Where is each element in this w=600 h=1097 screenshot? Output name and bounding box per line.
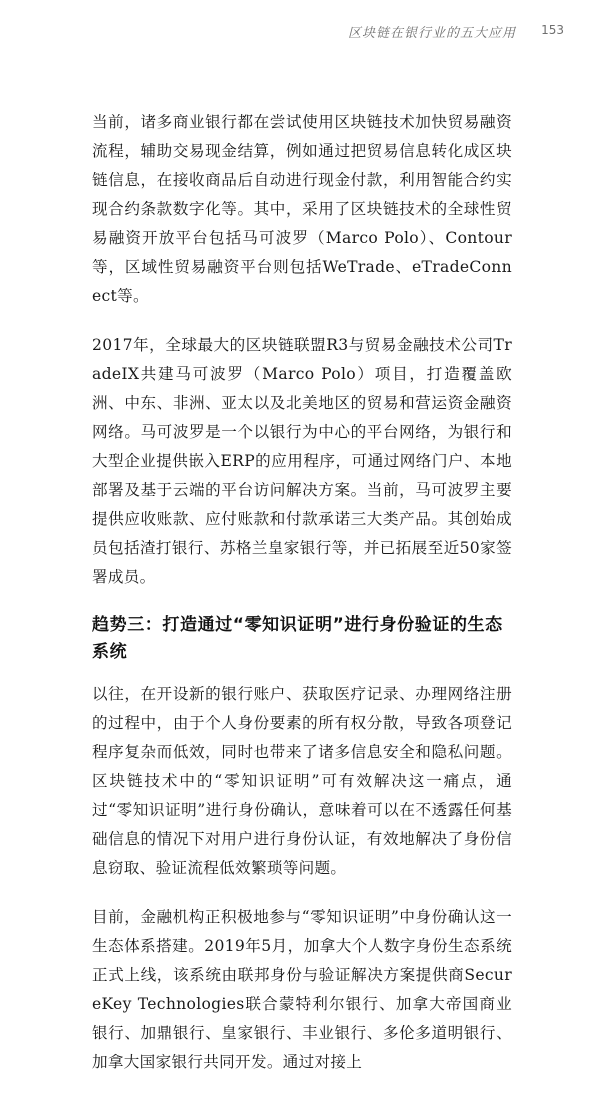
paragraph-zero-knowledge-proof: 以往，在开设新的银行账户、获取医疗记录、办理网络注册的过程中，由于个人身份要素的所有权分散，导致各项登记程序复杂而低效，同时也带来了诸多信息安全和隐私问题。区块链技术中的“零知识证明”可有效解决这一痛点，通过“零知识证明”进行身份确认，意味着可以在不透露任何基础信息的情况下对用户进行身份认证，有效地解决了身份信息窃取、验证流程低效繁琐等问题。 [92, 685, 512, 877]
paragraph-identity-ecosystem: 目前，金融机构正积极地参与“零知识证明”中身份确认这一生态体系搭建。2019年5月，加拿大个人数字身份生态系统正式上线，该系统由联邦身份与验证解决方案提供商SecureKey Technologies联合蒙特利尔银行、加拿大帝国商业银行、加鼎银行、皇家银行、丰业银行、多伦多道明银行、加拿大国家银行共同开发。通过对接上 [92, 908, 512, 1071]
page-number: 153 [541, 23, 564, 37]
page-body [92, 108, 512, 1097]
running-header-title: 区块链在银行业的五大应用 [347, 26, 516, 41]
paragraph-marco-polo: 2017年，全球最大的区块链联盟R3与贸易金融技术公司TradeIX共建马可波罗（Marco Polo）项目，打造覆盖欧洲、中东、非洲、亚太以及北美地区的贸易和营运资金融资网络。马可波罗是一个以银行为中心的平台网络，为银行和大型企业提供嵌入ERP的应用程序，可通过网络门户、本地部署及基于云端的平台访问解决方案。当前，马可波罗主要提供应收账款、应付账款和付款承诺三大类产品。其创始成员包括渣打银行、苏格兰皇家银行等，并已拓展至近50家签署成员。 [92, 336, 512, 586]
paragraph-trade-finance: 当前，诸多商业银行都在尝试使用区块链技术加快贸易融资流程，辅助交易现金结算，例如通过把贸易信息转化成区块链信息，在接收商品后自动进行现金付款，利用智能合约实现合约条款数字化等。其中，采用了区块链技术的全球性贸易融资开放平台包括马可波罗（Marco Polo）、Contour等，区域性贸易融资平台则包括WeTrade、eTradeConnect等。 [92, 113, 512, 305]
section-heading-trend-three: 趋势三：打造通过“零知识证明”进行身份验证的生态系统 [92, 615, 503, 662]
